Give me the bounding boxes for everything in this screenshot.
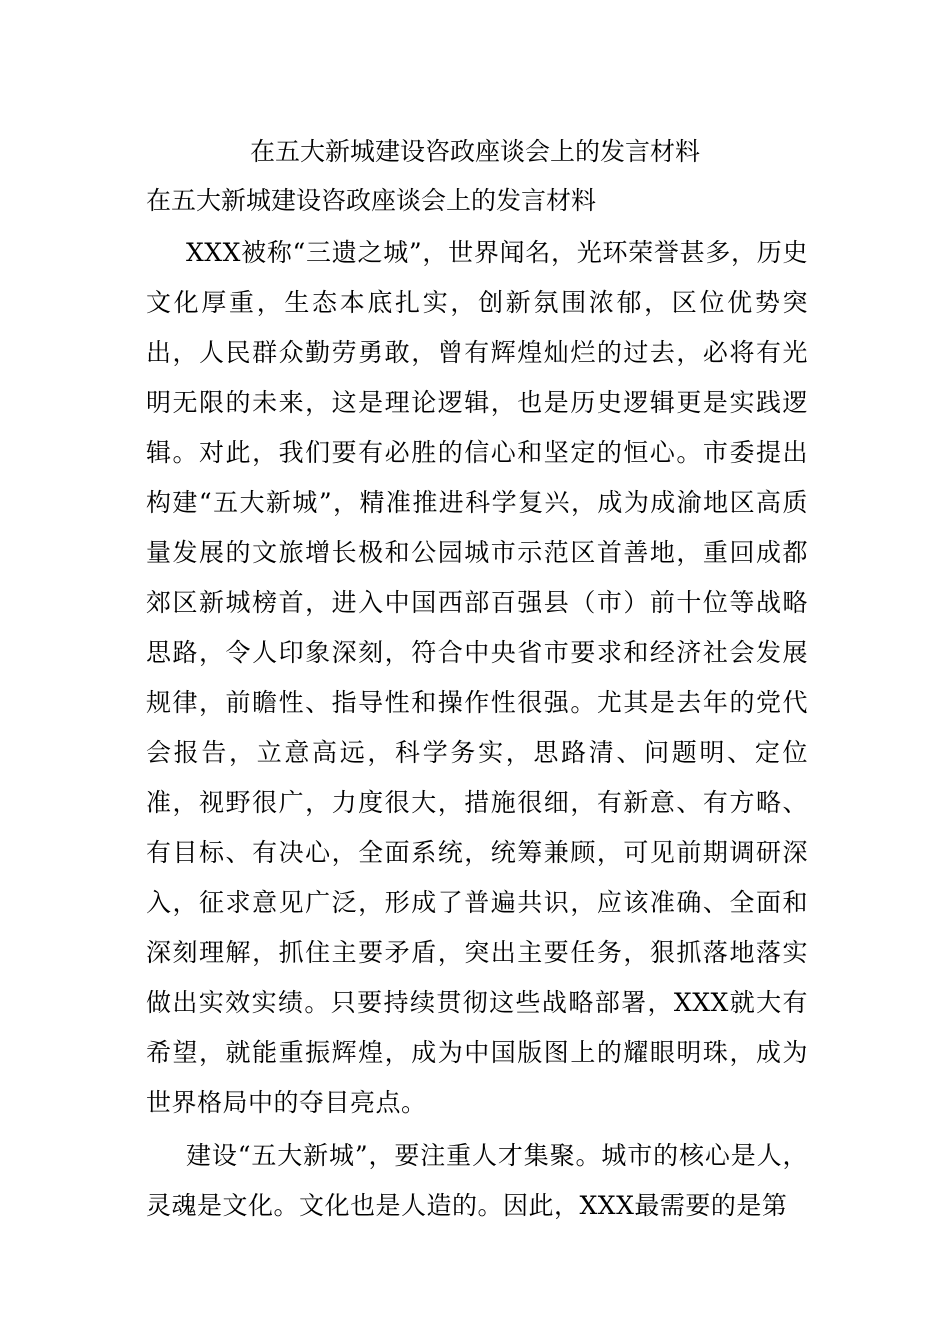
document-body [146, 228, 808, 1231]
body-paragraph-2: 建设“五大新城”，要注重人才集聚。城市的核心是人，灵魂是文化。文化也是人造的。因此，XXX最需要的是第 [146, 1141, 808, 1220]
document-subtitle: 在五大新城建设咨政座谈会上的发言材料 [146, 186, 597, 215]
document-title: 在五大新城建设咨政座谈会上的发言材料 [249, 137, 700, 166]
body-paragraph-1: XXX被称“三遗之城”，世界闻名，光环荣誉甚多，历史文化厚重，生态本底扎实，创新氛围浓郁，区位优势突出，人民群众勤劳勇敢，曾有辉煌灿烂的过去，必将有光明无限的未来，这是理论逻辑，也是历史逻辑更是实践逻辑。对此，我们要有必胜的信心和坚定的恒心。市委提出构建“五大新城”，精准推进科学复兴，成为成渝地区高质量发展的文旅增长极和公园城市示范区首善地，重回成都郊区新城榜首，进入中国西部百强县（市）前十位等战略思路，令人印象深刻，符合中央省市要求和经济社会发展规律，前瞻性、指导性和操作性很强。尤其是去年的党代会报告，立意高远，科学务实，思路清、问题明、定位准，视野很广，力度很大，措施很细，有新意、有方略、有目标、有决心，全面系统，统筹兼顾，可见前期调研深入，征求意见广泛，形成了普遍共识，应该准确、全面和深刻理解，抓住主要矛盾，突出主要任务，狠抓落地落实做出实效实绩。只要持续贯彻这些战略部署，XXX就大有希望，就能重振辉煌，成为中国版图上的耀眼明珠，成为世界格局中的夺目亮点。 [146, 238, 808, 1117]
